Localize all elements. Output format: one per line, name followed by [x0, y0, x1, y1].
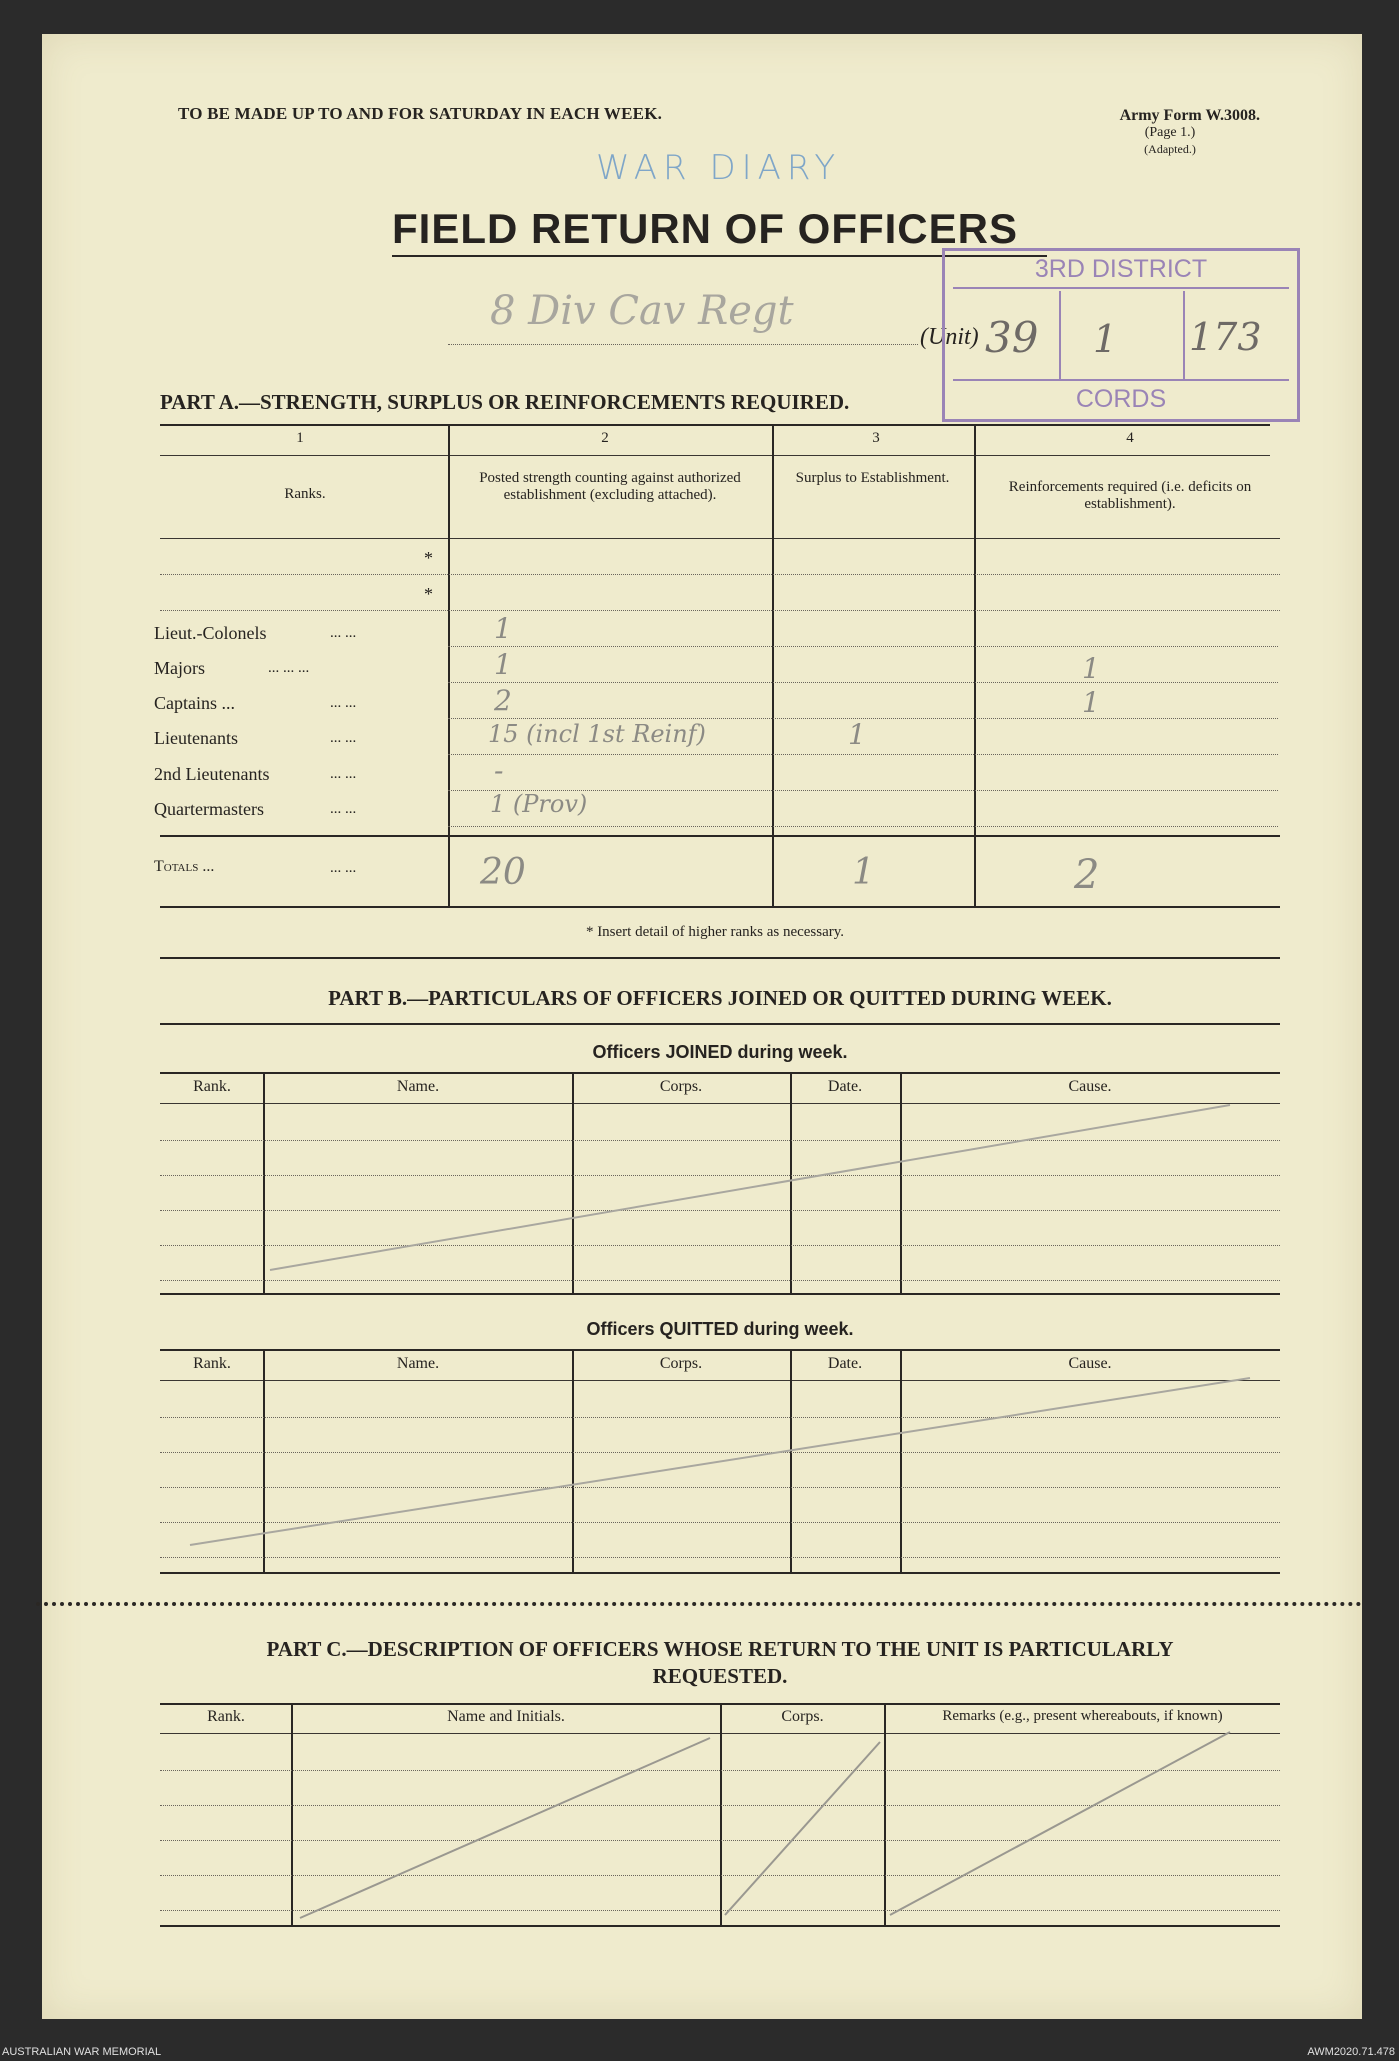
posted-2nd-lieutenants: -	[494, 754, 504, 787]
posted-lieutenants: 15 (incl 1st Reinf)	[488, 720, 706, 748]
col-number-1: 1	[296, 430, 304, 446]
stamp-bottom-text: CORDS	[1075, 385, 1167, 413]
page-number: (Page 1.)	[1144, 125, 1196, 140]
joined-col-rank: Rank.	[193, 1078, 231, 1095]
part-c-col-name: Name and Initials.	[447, 1708, 565, 1725]
instruction-text: TO BE MADE UP TO AND FOR SATURDAY IN EACH WEEK.	[178, 104, 663, 123]
col-head-ranks: Ranks.	[284, 486, 326, 502]
totals-surplus: 1	[852, 852, 875, 893]
totals-posted: 20	[480, 852, 526, 893]
posted-lieut-colonels: 1	[494, 612, 512, 645]
rank-lieutenants: Lieutenants	[154, 728, 238, 748]
part-c-title-line1: PART C.—DESCRIPTION OF OFFICERS WHOSE RETURN TO THE UNIT IS PARTICULARLY	[266, 1637, 1174, 1661]
quitted-col-name: Name.	[396, 1355, 440, 1372]
col-head-surplus: Surplus to Establishment.	[795, 470, 950, 486]
posted-majors: 1	[494, 648, 512, 681]
joined-col-date: Date.	[827, 1078, 863, 1095]
part-c-col-rank: Rank.	[207, 1708, 245, 1725]
quitted-col-rank: Rank.	[193, 1355, 231, 1372]
stamp-ref-2: 1	[1093, 317, 1118, 361]
part-c-col-corps: Corps.	[781, 1708, 824, 1725]
posted-captains: 2	[494, 684, 512, 717]
joined-col-name: Name.	[396, 1078, 440, 1095]
rank-quartermasters: Quartermasters	[154, 799, 264, 819]
stamp-top-text: 3RD DISTRICT	[1034, 255, 1208, 283]
rank-dots: ... ...	[330, 801, 357, 817]
col-number-4: 4	[1126, 430, 1134, 446]
col-number-3: 3	[872, 430, 880, 446]
strike-name	[300, 1738, 710, 1918]
col-number-2: 2	[601, 430, 609, 446]
strike-quitted	[190, 1378, 1250, 1545]
unit-handwritten: 8 Div Cav Regt	[490, 288, 794, 334]
unit-label: (Unit)	[920, 324, 979, 350]
totals-reinf: 2	[1074, 852, 1100, 898]
stamp-ref-3: 173	[1189, 315, 1262, 359]
quitted-col-cause: Cause.	[1068, 1355, 1112, 1372]
war-diary-annotation: WAR DIARY	[596, 148, 842, 188]
col-head-posted: Posted strength counting against authorized establishment (excluding attached).	[479, 470, 741, 503]
reinf-majors: 1	[1082, 652, 1100, 685]
stamp-ref-1: 39	[985, 313, 1039, 362]
joined-subtitle: Officers JOINED during week.	[592, 1042, 848, 1062]
asterisk-2: *	[424, 584, 433, 604]
quitted-col-corps: Corps.	[659, 1355, 703, 1372]
footer-accession-number: AWM2020.71.478	[1307, 2046, 1395, 2058]
rank-captains: Captains ...	[154, 693, 235, 713]
adapted-note: (Adapted.)	[1144, 142, 1196, 156]
part-b-title: PART B.—PARTICULARS OF OFFICERS JOINED OR QUITTED DURING WEEK.	[328, 986, 1112, 1010]
asterisk-1: *	[424, 548, 433, 568]
joined-col-cause: Cause.	[1068, 1078, 1112, 1095]
posted-quartermasters: 1 (Prov)	[490, 790, 588, 818]
strike-joined	[270, 1105, 1230, 1270]
part-a-footnote: * Insert detail of higher ranks as necessary.	[585, 924, 845, 940]
rank-2nd-lieutenants: 2nd Lieutenants	[154, 764, 270, 784]
quitted-subtitle: Officers QUITTED during week.	[586, 1319, 854, 1339]
col-head-reinforcements: Reinforcements required (i.e. deficits on establishment).	[1008, 479, 1252, 512]
quitted-col-date: Date.	[827, 1355, 863, 1372]
joined-col-corps: Corps.	[659, 1078, 703, 1095]
strike-remarks	[890, 1732, 1230, 1915]
part-a-title: PART A.—STRENGTH, SURPLUS OR REINFORCEMENTS REQUIRED.	[160, 390, 850, 414]
footer-archive-name: AUSTRALIAN WAR MEMORIAL	[2, 2046, 162, 2058]
surplus-lieutenants: 1	[848, 718, 866, 751]
rank-dots: ... ...	[330, 625, 357, 641]
form-title: FIELD RETURN OF OFFICERS	[392, 205, 1018, 252]
rank-lieut-colonels: Lieut.-Colonels	[154, 623, 267, 643]
part-c-title-line2: REQUESTED.	[652, 1664, 788, 1688]
rank-majors: Majors	[154, 658, 205, 678]
rank-dots: ... ...	[330, 730, 357, 746]
strike-corps	[725, 1742, 880, 1915]
rank-dots: ... ...	[330, 695, 357, 711]
rank-dots: ... ...	[330, 766, 357, 782]
reinf-captains: 1	[1082, 686, 1100, 719]
army-form-number: Army Form W.3008.	[1119, 107, 1260, 124]
rank-dots: ... ... ...	[268, 660, 310, 676]
totals-label: Totals ...	[154, 858, 215, 875]
totals-dots: ... ...	[330, 860, 357, 876]
part-c-col-remarks: Remarks (e.g., present whereabouts, if known)	[942, 1708, 1223, 1724]
